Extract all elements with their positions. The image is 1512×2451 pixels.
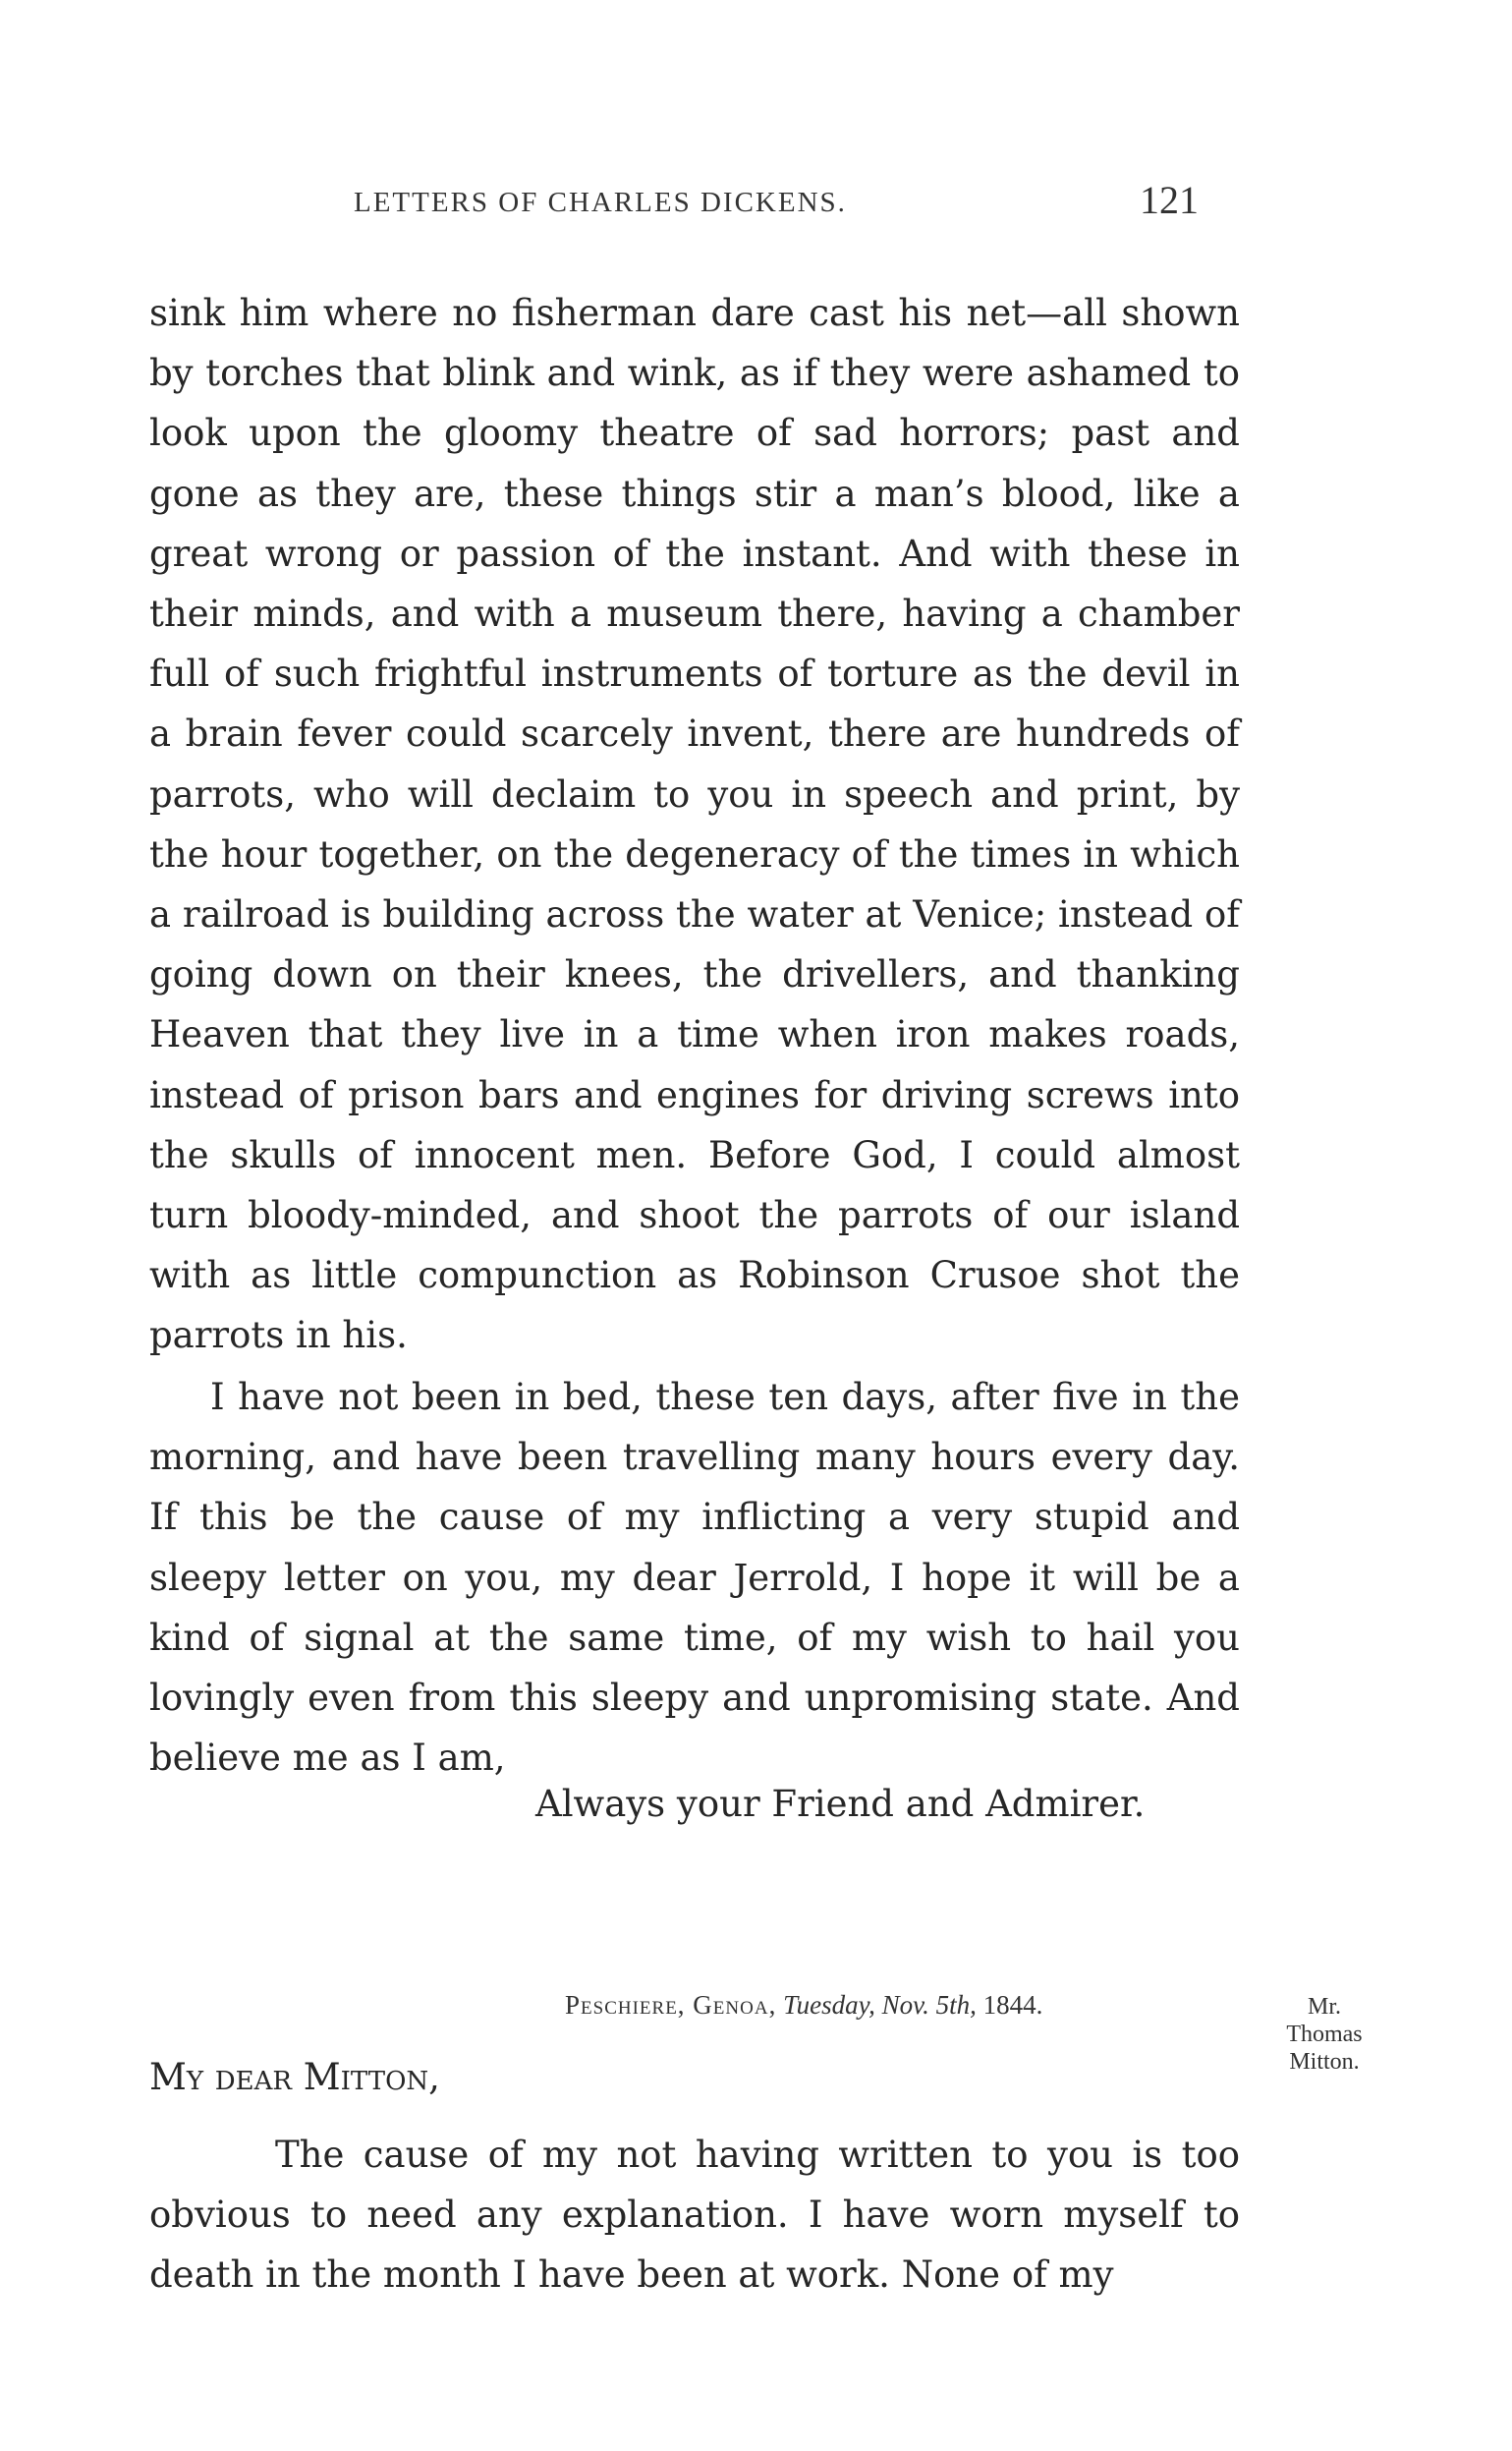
dateline-date: 5th, bbox=[935, 1990, 977, 2020]
letter-salutation: My dear Mitton, bbox=[149, 2056, 440, 2098]
letter-second-paragraph bbox=[149, 1367, 1240, 1788]
dateline-day: Tuesday, Nov. bbox=[783, 1990, 929, 2020]
page-number: 121 bbox=[1140, 178, 1199, 222]
margin-note-line: Mr. bbox=[1307, 1994, 1341, 2020]
letter-continued-paragraph bbox=[149, 283, 1240, 1366]
letter-dateline bbox=[565, 1990, 1042, 2021]
paragraph-text: sink him where no fisherman dare cast his net—all shown by torches that blink and wink, as if they were ashamed to look upon the gloomy theatre of sad horrors; past and gone as they are, these things stir a man’s blood, like a great wrong or passion of the instant. And with these in their minds, and with a museum there, having a chamber full of such frightful instruments of torture as the devil in a brain fever could scarcely invent, there are hundreds of parrots, who will declaim to you in speech and print, by the hour together, on the degeneracy of the times in which a railroad is building across the water at Venice; instead of going down on their knees, the drivellers, and thanking Heaven that they live in a time when iron makes roads, instead of prison bars and engines for driving screws into the skulls of innocent men. Before God, I could almost turn bloody-minded, and shoot the parrots of our island with as little compunction as Robinson Crusoe shot the parrots in his. bbox=[149, 292, 1240, 1357]
dateline-place: Peschiere, Genoa, bbox=[565, 1990, 777, 2020]
letter-first-paragraph bbox=[149, 2125, 1240, 2306]
paragraph-text: I have not been in bed, these ten days, after five in the morning, and have been travelling many hours every day. If this be the cause of my inflicting a very stupid and sleepy letter on you, my dear Jerrold, I hope it will be a kind of signal at the same time, of my wish to hail you lovingly even from this sleepy and unpromising state. And believe me as I am, bbox=[149, 1376, 1240, 1780]
letter-closing: Always your Friend and Admirer. bbox=[535, 1783, 1146, 1825]
paragraph-text: The cause of my not having written to you is too obvious to need any explanation. I have worn myself to death in the month I have been at work. None of my bbox=[149, 2134, 1240, 2297]
margin-note-line: Thomas bbox=[1286, 2022, 1363, 2047]
margin-note-line: Mitton. bbox=[1289, 2049, 1360, 2075]
running-title: LETTERS OF CHARLES DICKENS. bbox=[354, 187, 847, 218]
recipient-margin-note bbox=[1265, 1993, 1383, 2076]
dateline-year: 1844. bbox=[982, 1990, 1043, 2020]
